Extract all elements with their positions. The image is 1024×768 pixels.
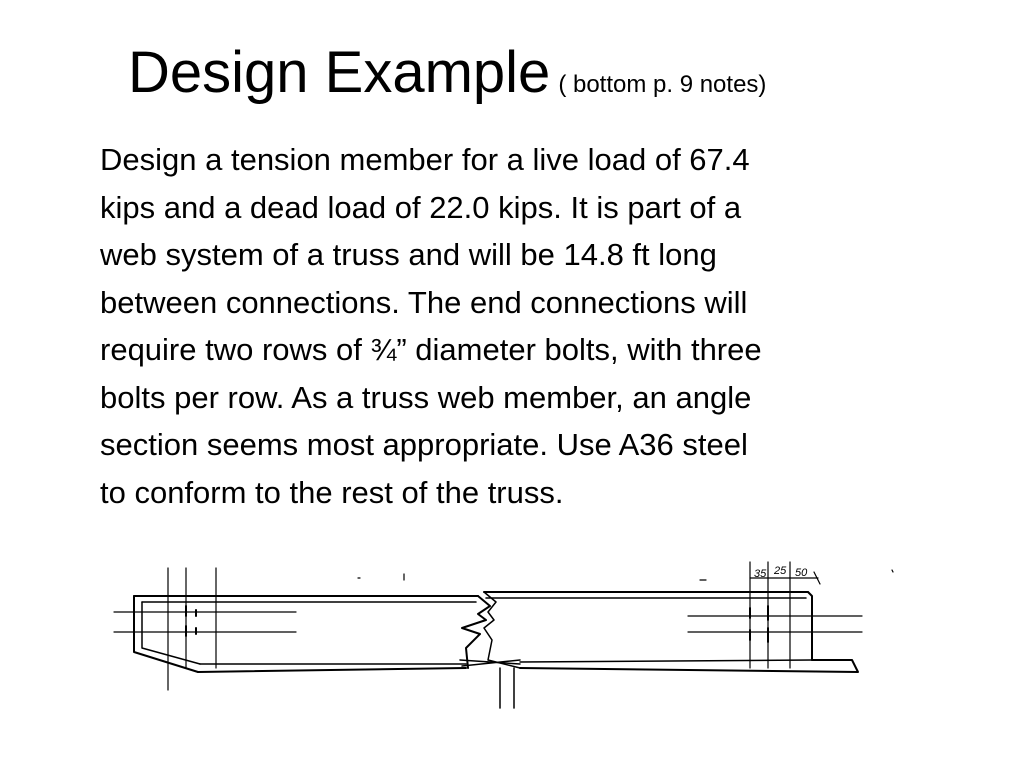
body-line: require two rows of ¾” diameter bolts, with three <box>100 332 762 367</box>
problem-statement <box>100 136 1000 516</box>
body-line: bolts per row. As a truss web member, an angle <box>100 379 752 415</box>
body-line: section seems most appropriate. Use A36 steel <box>100 427 748 462</box>
body-line: to conform to the rest of the truss. <box>100 474 564 510</box>
dim-label-1: 35 <box>754 568 767 580</box>
angle-top-edge <box>134 592 808 596</box>
body-line: between connections. The end connections will <box>100 284 748 320</box>
body-line: Design a tension member for a live load of 67.4 <box>100 142 750 177</box>
body-line: kips and a dead load of 22.0 kips. It is part of a <box>100 189 742 225</box>
right-gauge-lines <box>688 616 862 632</box>
dim-label-2: 25 <box>774 565 787 577</box>
slide-title <box>128 40 767 105</box>
title-main: Design Example <box>128 40 551 105</box>
angle-member-sketch <box>0 550 1024 720</box>
body-line: web system of a truss and will be 14.8 ft long <box>100 237 717 272</box>
title-subtitle: ( bottom p. 9 notes) <box>558 71 767 98</box>
dim-label-3: 50 <box>795 567 808 579</box>
angle-inner-edge <box>142 598 806 602</box>
angle-right-end <box>808 592 812 660</box>
